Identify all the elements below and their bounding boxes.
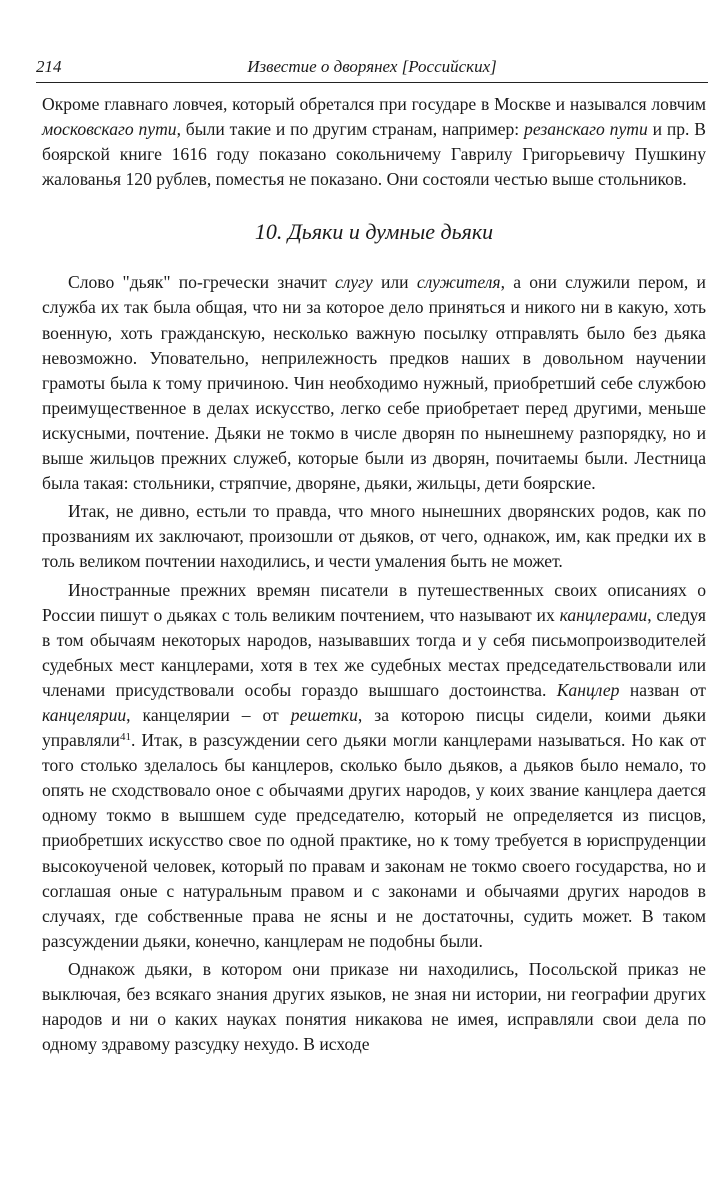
italic-term: канцелярии	[42, 704, 127, 725]
text-run: и пр. В боярской книге 1616 году показано сокольничему Гаврилу Григорьевичу Пушкину жалованья 120 рублев, поместья не показано. Они состояли честью выше стольников.	[42, 119, 706, 190]
paragraph	[42, 578, 706, 954]
text-run: или	[372, 272, 417, 293]
running-title: Известие о дворянех [Российских]	[247, 57, 497, 76]
text-run: , а они служили пером, и служба их так была общая, что ни за которое дело приняться и никого ни в какую, хоть военную, хоть гражданскую, несколько важную посылку отправлять было без дьяка невозможно. Уповательно, неприлежность предков наших в довольном научении грамоты была к тому причиною. Чин необходимо нужный, приобретший себе службою преимущественное в делах искусство, легко себе приобретает перед другими, меньше искусными, почтение. Дьяки не токмо в числе дворян по нынешнему разпорядку, но и выше жильцов прежних служеб, которые были из дворян, почитаемы были. Лестница была такая: стольники, стряпчие, дворяне, дьяки, жильцы, дети боярские.	[42, 272, 706, 494]
header-rule	[36, 82, 708, 83]
italic-term: служителя	[416, 272, 501, 293]
text-run: , были такие и по другим странам, например:	[176, 119, 525, 140]
italic-term: Канцлер	[556, 679, 620, 700]
paragraph	[42, 499, 706, 574]
paragraph	[42, 270, 706, 496]
italic-term: слугу	[335, 272, 373, 293]
running-head	[36, 56, 708, 78]
section-heading: 10. Дьяки и думные дьяки	[254, 219, 494, 245]
page-body	[42, 92, 706, 1057]
text-run: . Итак, в разсуждении сего дьяки могли канцлерами называться. Но как от того столько зделалось бы канцлеров, сколько было дьяков, а дьяков было немало, то опять не сходствовало оное с обычаями других народов, у коих звание канцлера дается одному токмо в вышшем суде председателю, который не определяется из писцов, приобретших искусство свое по одной практике, но к тому требуется в юриспруденции высокоученой человек, который по правам и законам не токмо своего государства, но и соглашая оные с натуральным правом и с законами и обычаями других народов в случаях, где собственные права не ясны и не достаточны, судить может. В таком разсуждении дьяки, конечно, канцлерам не подобны были.	[42, 730, 706, 951]
paragraph	[42, 957, 706, 1057]
text-run: Итак, не дивно, естьли то правда, что много нынешних дворянских родов, как по прозваниям их заключают, произошли от дьяков, от чего, однакож, им, как предки их в толь великом почтении находились, и чести умаления быть не может.	[42, 501, 706, 572]
italic-term: решетки	[290, 704, 358, 725]
italic-term: московскаго пути	[42, 119, 177, 140]
footnote-marker[interactable]: 41	[119, 731, 131, 744]
text-run: Однакож дьяки, в котором они приказе ни находились, Посольской приказ не выключая, без всякаго знания других языков, не зная ни истории, ни географии других народов и ни о каких науках понятия никакова не имея, исправляли свои дела по одному здравому разсудку нехудо. В исходе	[42, 958, 706, 1055]
text-run: Иностранные прежних времян писатели в путешественных своих описаниях о России пишут о дьяках с толь великим почтением, что называют их	[42, 579, 706, 625]
paragraph-continued	[42, 92, 706, 192]
italic-term: канцлерами	[559, 604, 648, 625]
text-run: Окроме главнаго ловчея, который обретался при государе в Москве и назывался ловчим	[42, 94, 706, 114]
text-run: назван от	[619, 679, 706, 700]
page-number: 214	[36, 57, 62, 76]
text-run: , канцелярии – от	[126, 704, 291, 725]
italic-term: резанскаго пути	[524, 119, 648, 140]
text-run: Слово "дьяк" по-гречески значит	[68, 272, 335, 293]
text-run: , за которою писцы сидели, коими дьяки управляли	[42, 704, 706, 751]
text-run: , следуя в том обычаям некоторых народов, называвших тогда и у себя письмопроизводителей судебных мест канцлерами, хотя в тех же судебных местах председательствовали или членами присудствовали особы гораздо вышшаго достоинства.	[42, 604, 706, 700]
